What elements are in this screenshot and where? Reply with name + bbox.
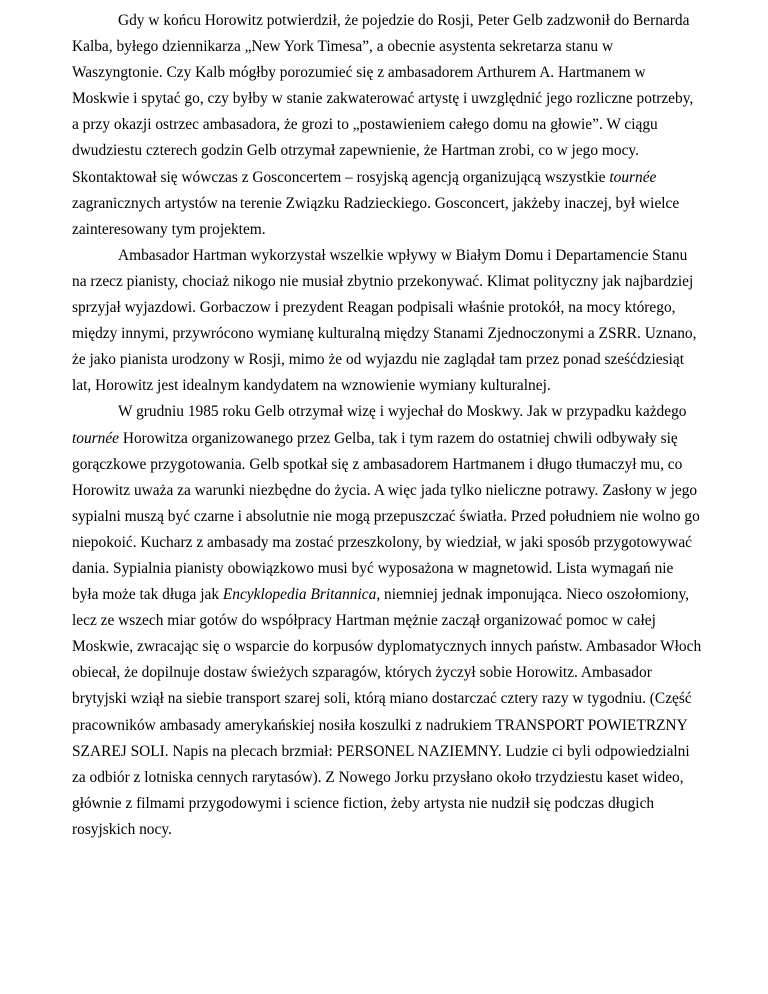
italic-text-segment: tournée: [72, 429, 120, 447]
document-page: [72, 8, 702, 843]
text-segment: , niemniej jednak imponująca. Nieco oszołomiony, lecz ze wszech miar gotów do współpracy Hartman mężnie zaczął organizować pomoc w całej Moskwie, zwracając się o wsparcie do korpusów dyplomatycznych innych państw. Ambasador Włoch obiecał, że dopilnuje dostaw świeżych szparagów, których życzył sobie Horowitz. Ambasador brytyjski wziął na siebie transport szarej soli, którą miano dostarczać cztery razy w tygodniu. (Część pracowników ambasady amerykańskiej nosiła koszulki z nadrukiem TRANSPORT POWIETRZNY SZAREJ SOLI. Napis na plecach brzmiał: PERSONEL NAZIEMNY. Ludzie ci byli odpowiedzialni za odbiór z lotniska cennych rarytasów). Z Nowego Jorku przysłano około trzydziestu kaset wideo, głównie z filmami przygodowymi i science fiction, żeby artysta nie nudził się podczas długich rosyjskich nocy.: [72, 586, 702, 838]
paragraph: [72, 399, 702, 843]
text-segment: Ambasador Hartman wykorzystał wszelkie wpływy w Białym Domu i Departamencie Stanu na rzecz pianisty, chociaż nikogo nie musiał zbytnio przekonywać. Klimat polityczny jak najbardziej sprzyjał wyjazdowi. Gorbaczow i prezydent Reagan podpisali właśnie protokół, na mocy którego, między innymi, przywrócono wymianę kulturalną między Stanami Zjednoczonymi a ZSRR. Uznano, że jako pianista urodzony w Rosji, mimo że od wyjazdu nie zaglądał tam przez ponad sześćdziesiąt lat, Horowitz jest idealnym kandydatem na wznowienie wymiany kulturalnej.: [72, 246, 697, 395]
text-segment: Gdy w końcu Horowitz potwierdził, że pojedzie do Rosji, Peter Gelb zadzwonił do Bernarda Kalba, byłego dziennikarza „New York Timesa”, a obecnie asystenta sekretarza stanu w Waszyngtonie. Czy Kalb mógłby porozumieć się z ambasadorem Arthurem A. Hartmanem w Moskwie i spytać go, czy byłby w stanie zakwaterować artystę i uwzględnić jego rozliczne potrzeby, a przy okazji ostrzec ambasadora, że grozi to „postawieniem całego domu na głowie”. W ciągu dwudziestu czterech godzin Gelb otrzymał zapewnienie, że Hartman zrobi, co w jego mocy. Skontaktował się wówczas z Gosconcertem – rosyjską agencją organizującą wszystkie: [72, 12, 694, 186]
text-segment: Horowitza organizowanego przez Gelba, tak i tym razem do ostatniej chwili odbywały się gorączkowe przygotowania. Gelb spotkał się z ambasadorem Hartmanem i długo tłumaczył mu, co Horowitz uważa za warunki niezbędne do życia. A więc jada tylko nieliczne potrawy. Zasłony w jego sypialni muszą być czarne i absolutnie nie mogą przepuszczać światła. Przed południem nie wolno go niepokoić. Kucharz z ambasady ma zostać przeszkolony, by wiedział, w jaki sposób przygotowywać dania. Sypialnia pianisty obowiązkowo musi być wyposażona w magnetowid. Lista wymagań nie była może tak długa jak: [72, 429, 700, 604]
text-segment: zagranicznych artystów na terenie Związku Radzieckiego. Gosconcert, jakżeby inaczej, był wielce zainteresowany tym projektem.: [72, 194, 680, 238]
paragraph: [72, 243, 702, 400]
italic-text-segment: Encyklopedia Britannica: [222, 586, 377, 604]
paragraph: [72, 8, 702, 243]
italic-text-segment: tournée: [609, 168, 657, 186]
text-segment: W grudniu 1985 roku Gelb otrzymał wizę i wyjechał do Moskwy. Jak w przypadku każdego: [118, 403, 687, 421]
